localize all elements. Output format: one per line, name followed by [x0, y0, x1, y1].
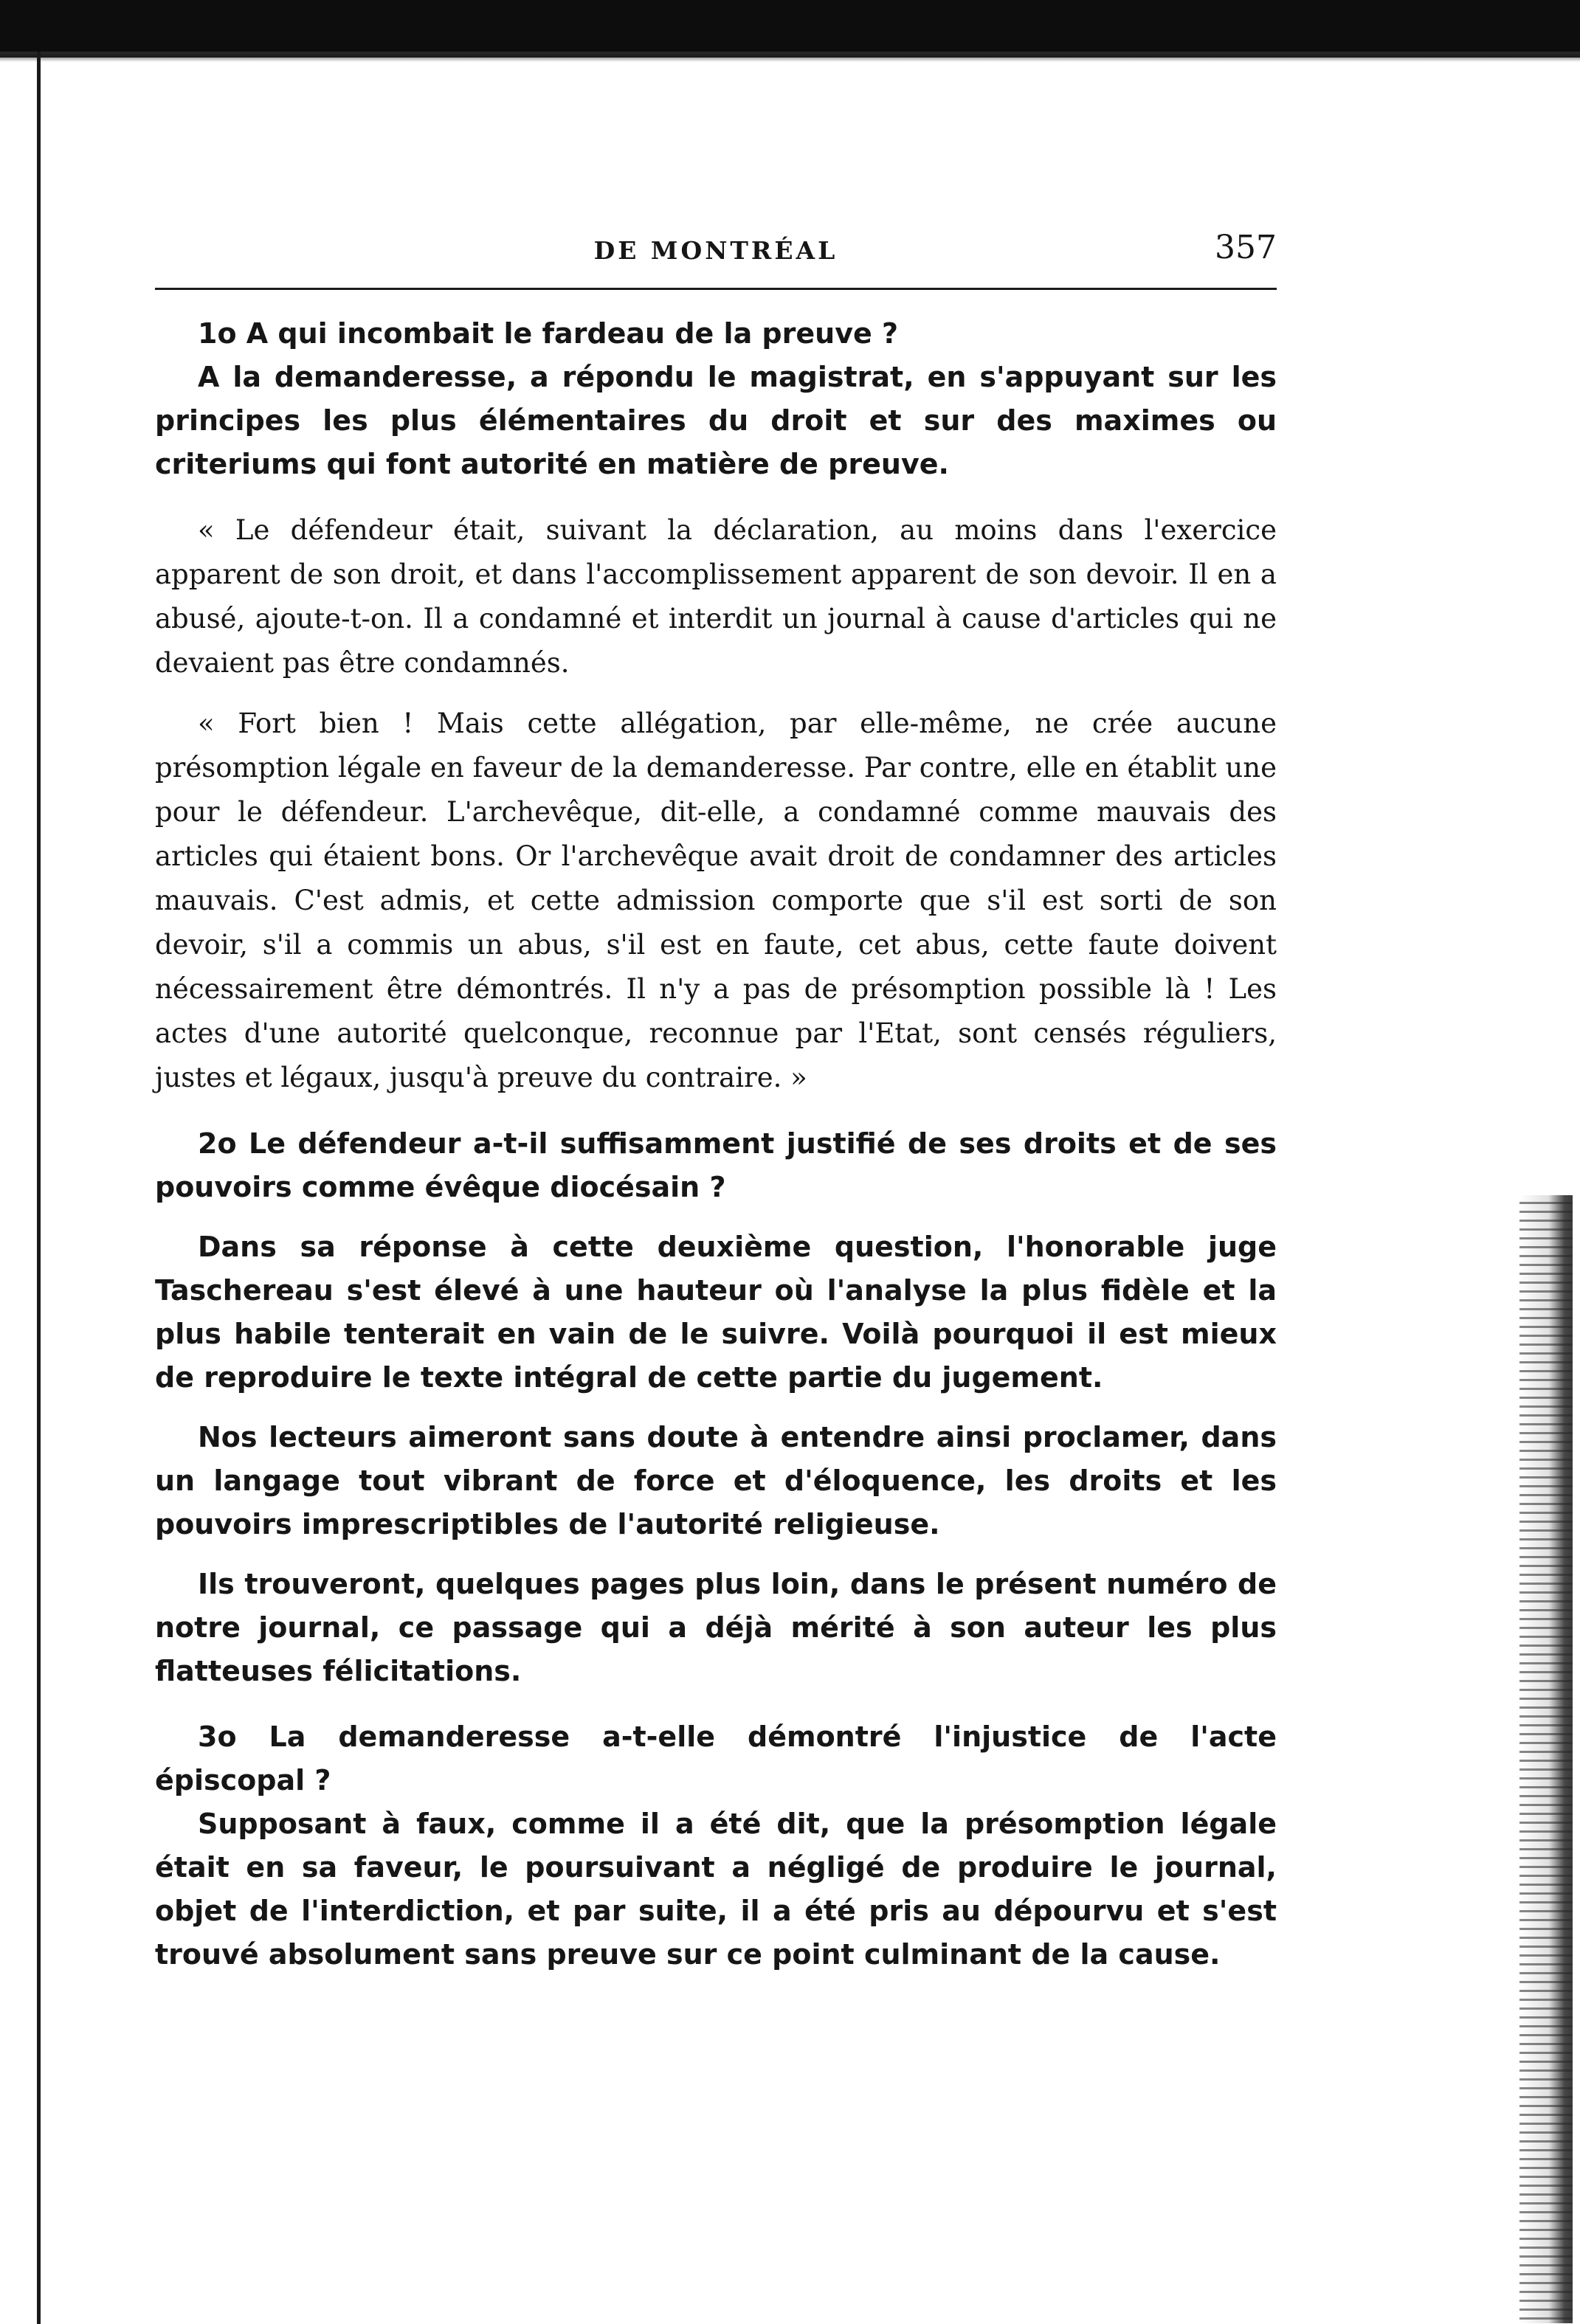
running-title: DE MONTRÉAL — [593, 236, 838, 265]
running-head — [155, 221, 1277, 273]
header-rule — [155, 288, 1277, 290]
paragraph-pages: Ils trouveront, quelques pages plus loin, dans le présent numéro de notre journal, ce passage qui a déjà mérité à son auteur les plus flatteuses félicitations. — [155, 1568, 1277, 1687]
book-page — [155, 221, 1277, 1977]
scan-left-rule — [37, 52, 41, 2324]
scan-top-bar-edge — [0, 52, 1580, 62]
paragraph-answer-3: Supposant à faux, comme il a été dit, que la présomption légale était en sa faveur, le poursuivant a négligé de produire le journal, objet de l'interdiction, et par suite, il a été pris au dépourvu et s'est trouvé absolument sans preuve sur ce point culminant de la cause. — [155, 1808, 1277, 1971]
scan-top-bar — [0, 0, 1580, 58]
question-3: 3o La demanderesse a-t-elle démontré l'injustice de l'acte épiscopal ? — [155, 1720, 1277, 1796]
question-1: 1o A qui incombait le fardeau de la preuve ? — [198, 317, 899, 350]
page-number: 357 — [1215, 229, 1277, 266]
paragraph-answer-1: A la demanderesse, a répondu le magistrat, en s'appuyant sur les principes les plus élémentaires du droit et sur des maximes ou criteriums qui font autorité en matière de preuve. — [155, 361, 1277, 480]
quote-paragraph-2: « Fort bien ! Mais cette allégation, par elle-même, ne crée aucune présomption légale en faveur de la demanderesse. Par contre, elle en établit une pour le défendeur. L'archevêque, dit-elle, a condamné comme mauvais des articles qui étaient bons. Or l'archevêque avait droit de condamner des articles mauvais. C'est admis, et cette admission comporte que s'il est sorti de son devoir, s'il a commis un abus, s'il est en faute, cet abus, cette faute doivent nécessairement être démontrés. Il n'y a pas de présomption possible là ! Les actes d'une autorité quelconque, reconnue par l'Etat, sont censés réguliers, justes et légaux, jusqu'à preuve du contraire. » — [155, 708, 1277, 1093]
paragraph-answer-2: Dans sa réponse à cette deuxième question, l'honorable juge Taschereau s'est élevé à une hauteur où l'analyse la plus fidèle et la plus habile tenterait en vain de le suivre. Voilà pourquoi il est mieux de reproduire le texte intégral de cette partie du jugement. — [155, 1231, 1277, 1394]
question-2: 2o Le défendeur a-t-il suffisamment justifié de ses droits et de ses pouvoirs comme évêque diocésain ? — [155, 1127, 1277, 1203]
quote-paragraph-1: « Le défendeur était, suivant la déclaration, au moins dans l'exercice apparent de son droit, et dans l'accomplissement apparent de son devoir. Il en a abusé, ajoute-t-on. Il a condamné et interdit un journal à cause d'articles qui ne devaient pas être condamnés. — [155, 514, 1277, 679]
paragraph-readers: Nos lecteurs aimeront sans doute à entendre ainsi proclamer, dans un langage tout vibrant de force et d'éloquence, les droits et les pouvoirs imprescriptibles de l'autorité religieuse. — [155, 1421, 1277, 1540]
scan-right-noise — [1519, 1195, 1573, 2323]
